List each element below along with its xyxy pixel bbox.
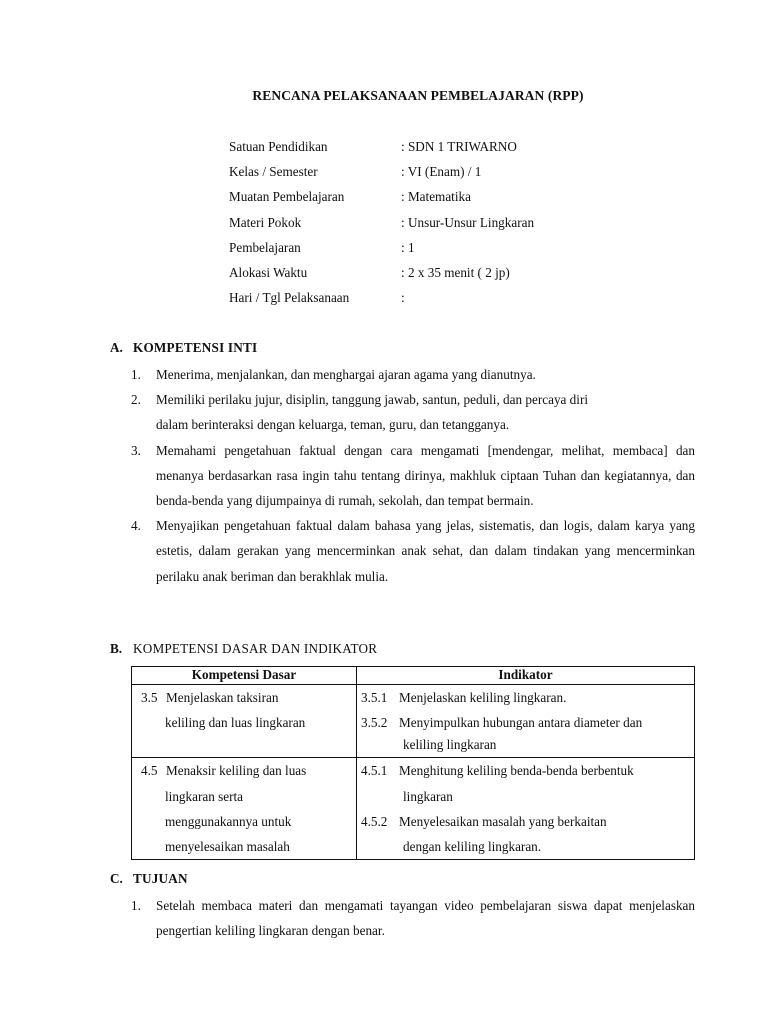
indicator-text: Menyimpulkan hubungan antara diameter dan	[399, 715, 643, 731]
table-header: Kompetensi Dasar	[132, 667, 357, 685]
indicator-code: 4.5.1	[361, 763, 388, 779]
identity-label: Hari / Tgl Pelaksanaan	[229, 290, 350, 306]
list-number: 1.	[131, 898, 141, 913]
indicator-line: dengan keliling lingkaran.	[403, 839, 542, 855]
section-letter: C.	[110, 871, 123, 886]
identity-value: : 1	[401, 239, 415, 255]
list-item	[131, 513, 695, 589]
list-item	[131, 893, 695, 943]
identity-label: Materi Pokok	[229, 214, 302, 230]
identity-value: : SDN 1 TRIWARNO	[401, 139, 517, 154]
kd-text: Menjelaskan taksiran	[166, 690, 279, 705]
kd-line: lingkaran serta	[165, 788, 243, 804]
section-a-heading	[110, 340, 257, 356]
section-letter: B.	[110, 641, 123, 656]
list-text: Menerima, menjalankan, dan menghargai ajaran agama yang dianutnya.	[156, 367, 536, 382]
indicator-cell	[357, 685, 695, 758]
indicator-text: Menghitung keliling benda-benda berbentuk	[399, 763, 634, 779]
indicator-code: 3.5.1	[361, 690, 388, 705]
tujuan-list	[131, 893, 695, 943]
identity-value: : 2 x 35 menit ( 2 jp)	[401, 264, 510, 280]
kd-text: Menaksir keliling dan luas	[166, 763, 307, 779]
indicator-code: 4.5.2	[361, 813, 388, 829]
list-text: Memahami pengetahuan faktual dengan cara mengamati [mendengar, melihat, membaca] dan menanya berdasarkan rasa ingin tahu tentang dirinya, makhluk ciptaan Tuhan dan kegiatannya, dan benda-benda yang dijumpainya di rumah, sekolah, dan tempat bermain.	[156, 442, 695, 509]
kd-number: 3.5	[141, 690, 158, 705]
indicator-line: lingkaran	[403, 788, 453, 804]
list-item	[131, 438, 695, 514]
identity-value: : Matematika	[401, 189, 471, 205]
kd-number: 4.5	[141, 763, 158, 779]
list-number: 3.	[131, 442, 141, 458]
list-number: 1.	[131, 367, 141, 382]
section-title: KOMPETENSI INTI	[133, 340, 258, 355]
kompetensi-inti-list	[131, 362, 695, 589]
list-number: 2.	[131, 392, 141, 408]
table-row	[132, 685, 695, 758]
table-row	[132, 758, 695, 860]
indicator-cell	[357, 758, 695, 860]
identity-value: : Unsur-Unsur Lingkaran	[401, 214, 535, 230]
indicator-line	[357, 710, 694, 735]
list-text: Setelah membaca materi dan mengamati tayangan video pembelajaran siswa dapat menjelaskan pengertian keliling lingkaran dengan benar.	[156, 898, 695, 939]
table-header: Indikator	[357, 667, 695, 685]
identity-label: Muatan Pembelajaran	[229, 189, 345, 205]
section-c-heading	[110, 871, 188, 887]
section-title: TUJUAN	[133, 871, 188, 886]
section-letter: A.	[110, 340, 123, 355]
list-item	[131, 362, 695, 387]
identity-label: Satuan Pendidikan	[229, 139, 328, 154]
table-header-row	[132, 667, 695, 685]
indicator-line	[357, 758, 694, 783]
identity-label: Alokasi Waktu	[229, 264, 308, 280]
kd-line: menyelesaikan masalah	[165, 839, 290, 855]
list-number: 4.	[131, 518, 141, 534]
identity-value: : VI (Enam) / 1	[401, 164, 482, 180]
indicator-text: Menjelaskan keliling lingkaran.	[399, 690, 567, 705]
kd-cell	[132, 758, 357, 860]
indicator-text: Menyelesaikan masalah yang berkaitan	[399, 813, 607, 829]
indicator-line: keliling lingkaran	[403, 737, 497, 753]
list-text: Memiliki perilaku jujur, disiplin, tanggung jawab, santun, peduli, dan percaya diri dalam berinteraksi dengan keluarga, teman, guru, dan tetangganya.	[156, 392, 588, 433]
list-item	[131, 387, 695, 437]
indicator-line	[357, 685, 694, 710]
kd-cell	[132, 685, 357, 758]
indicator-line	[357, 809, 694, 834]
document-title: RENCANA PELAKSANAAN PEMBELAJARAN (RPP)	[252, 88, 584, 103]
list-text: Menyajikan pengetahuan faktual dalam bahasa yang jelas, sistematis, dan logis, dalam karya yang estetis, dalam gerakan yang mencerminkan anak sehat, dan dalam tindakan yang mencerminkan perilaku anak beriman dan berakhlak mulia.	[156, 518, 695, 584]
identity-label: Pembelajaran	[229, 239, 301, 255]
kompetensi-table	[131, 666, 695, 860]
identity-value: :	[401, 290, 405, 306]
kd-line	[132, 758, 356, 783]
section-title: KOMPETENSI DASAR DAN INDIKATOR	[133, 641, 378, 656]
kd-line: keliling dan luas lingkaran	[165, 715, 306, 731]
identity-label: Kelas / Semester	[229, 164, 318, 180]
kd-line: menggunakannya untuk	[165, 813, 292, 829]
indicator-code: 3.5.2	[361, 715, 388, 731]
kd-line	[132, 685, 356, 710]
section-b-heading	[110, 641, 377, 657]
